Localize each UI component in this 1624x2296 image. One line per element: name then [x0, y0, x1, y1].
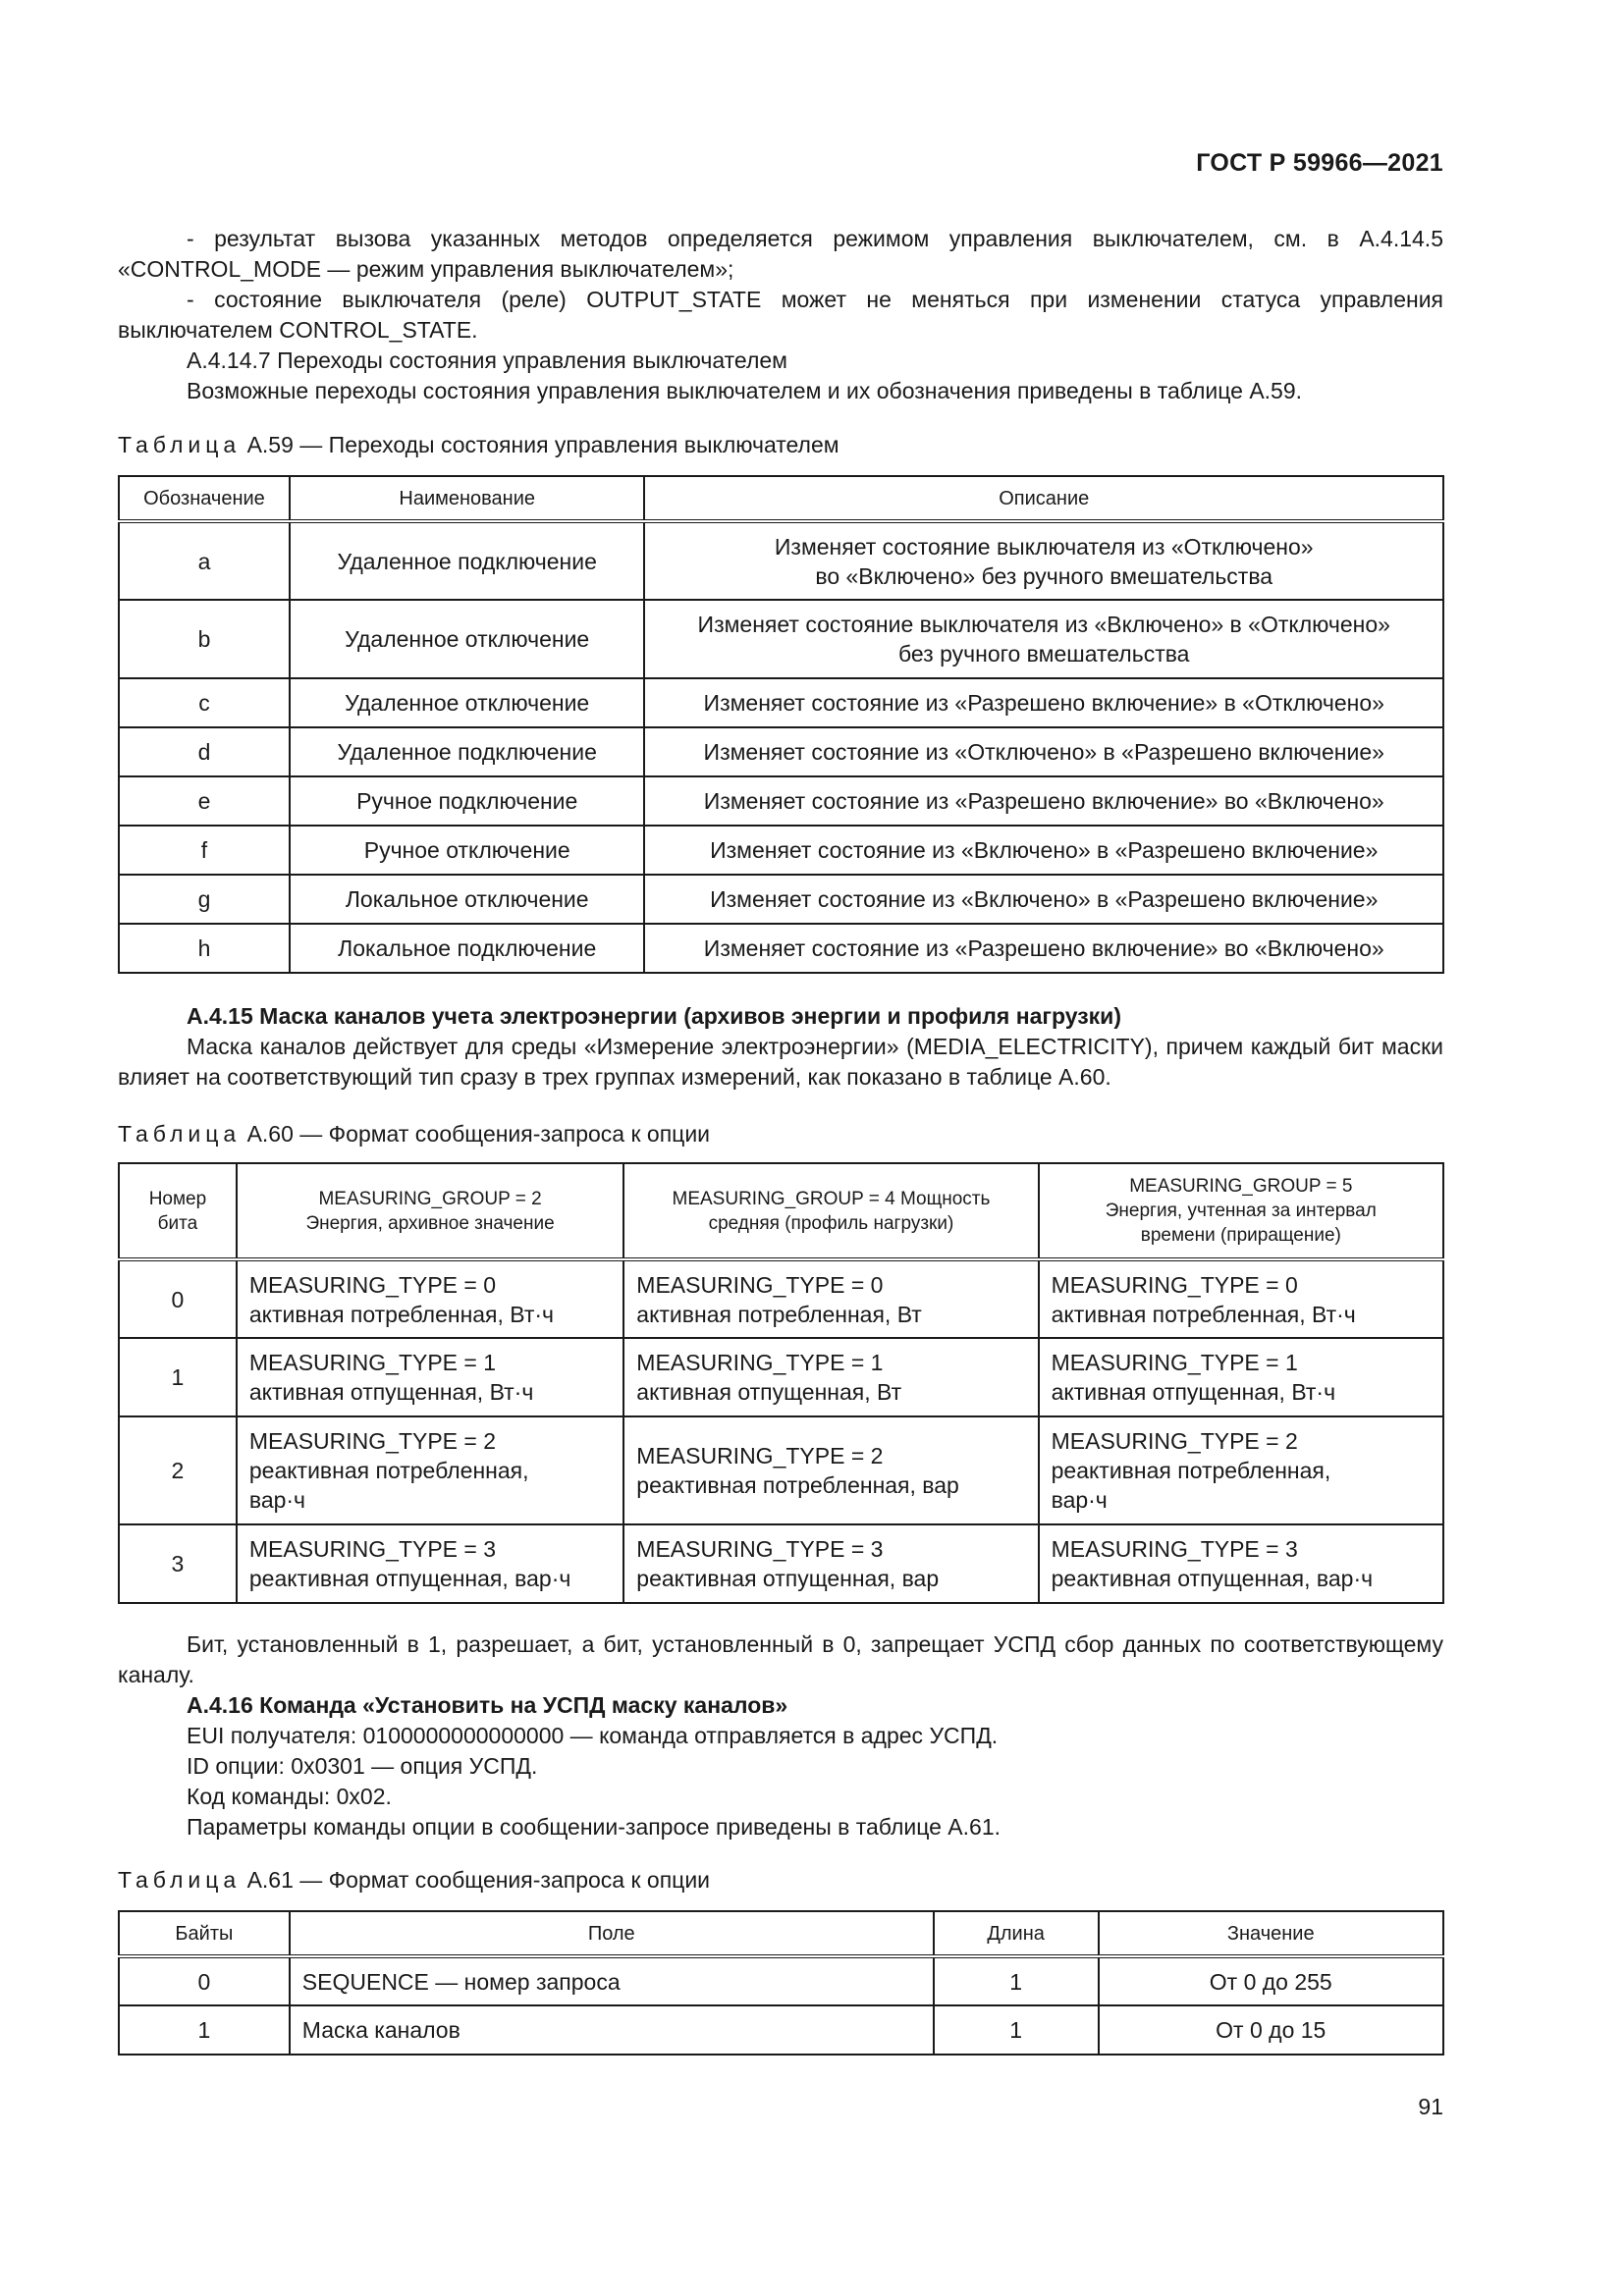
header-line: Номер: [148, 1188, 207, 1209]
cell-group2: [237, 1416, 623, 1524]
table-caption: [118, 1867, 710, 1894]
cell-name: Ручное отключение: [290, 826, 645, 875]
cell-description: [644, 600, 1443, 678]
header-line: Энергия, архивное значение: [305, 1212, 555, 1234]
paragraph: - состояние выключателя (реле) OUTPUT_STATE может не меняться при изменении статуса управления выключателем CONTROL_STATE.: [118, 287, 1443, 343]
caption-text: А.61 — Формат сообщения-запроса к опции: [246, 1867, 711, 1893]
cell-symbol: e: [119, 776, 290, 826]
table-row: [119, 1338, 1443, 1416]
cell-bit: 0: [119, 1259, 237, 1338]
cell-line: MEASURING_TYPE = 1: [1051, 1350, 1298, 1375]
table-row: [119, 1524, 1443, 1603]
table-row: [119, 2005, 1443, 2055]
cell-line: активная потребленная, Вт·ч: [248, 1301, 555, 1327]
cell-line: реактивная потребленная, вар: [636, 1472, 959, 1498]
header-line: MEASURING_GROUP = 2: [318, 1188, 542, 1209]
header-line: времени (приращение): [1140, 1225, 1341, 1246]
column-header: Байты: [119, 1911, 290, 1956]
paragraph: Бит, установленный в 1, разрешает, а бит, установленный в 0, запрещает УСПД сбор данных по соответствующему каналу.: [118, 1631, 1443, 1687]
cell-symbol: f: [119, 826, 290, 875]
column-header: [623, 1163, 1038, 1259]
cell-group2: [237, 1524, 623, 1603]
cell-name: Ручное подключение: [290, 776, 645, 826]
cell-name: Удаленное подключение: [290, 521, 645, 600]
cell-line: реактивная потребленная,: [1051, 1458, 1331, 1483]
document-header: ГОСТ Р 59966—2021: [1196, 149, 1443, 177]
paragraph: Маска каналов действует для среды «Измерение электроэнергии» (MEDIA_ELECTRICITY), причем каждый бит маски влияет на соответствующий тип сразу в трех группах измерений, как показано в таблице А.60.: [118, 1034, 1443, 1090]
page-number: 91: [1418, 2094, 1443, 2119]
header-line: бита: [157, 1212, 198, 1234]
cell-description: Изменяет состояние из «Отключено» в «Разрешено включение»: [644, 727, 1443, 776]
paragraph: - результат вызова указанных методов определяется режимом управления выключателем, см. в А.4.14.5 «CONTROL_MODE — режим управления выключателем»;: [118, 226, 1443, 282]
table-row: [119, 924, 1443, 973]
column-header: [237, 1163, 623, 1259]
cell-line: реактивная отпущенная, вар·ч: [1051, 1566, 1374, 1591]
paragraph: ID опции: 0x0301 — опция УСПД.: [187, 1753, 538, 1779]
table-row: [119, 826, 1443, 875]
cell-symbol: h: [119, 924, 290, 973]
cell-symbol: c: [119, 678, 290, 727]
cell-value: От 0 до 255: [1099, 1956, 1444, 2005]
column-header: Описание: [644, 476, 1443, 521]
cell-line: MEASURING_TYPE = 1: [248, 1350, 497, 1375]
cell-line: активная отпущенная, Вт·ч: [248, 1379, 534, 1405]
table-row: [119, 1956, 1443, 2005]
cell-name: Локальное подключение: [290, 924, 645, 973]
cell-group5: [1039, 1524, 1443, 1603]
caption-label: Таблица: [118, 1121, 242, 1147]
header-line: MEASURING_GROUP = 4 Мощность: [672, 1188, 991, 1209]
column-header: [119, 1163, 237, 1259]
cell-line: активная отпущенная, Вт·ч: [1051, 1379, 1336, 1405]
cell-bit: 3: [119, 1524, 237, 1603]
table-row: [119, 600, 1443, 678]
caption-text: А.60 — Формат сообщения-запроса к опции: [246, 1121, 711, 1147]
table-a61: [118, 1910, 1444, 2056]
cell-line: активная отпущенная, Вт: [636, 1379, 902, 1405]
caption-label: Таблица: [118, 1867, 242, 1893]
table-row: [119, 678, 1443, 727]
paragraph: Возможные переходы состояния управления выключателем и их обозначения приведены в таблице А.59.: [187, 378, 1303, 403]
cell-line: MEASURING_TYPE = 3: [636, 1536, 884, 1562]
cell-byte: 1: [119, 2005, 290, 2055]
cell-line: MEASURING_TYPE = 2: [1051, 1428, 1298, 1454]
cell-description: [644, 521, 1443, 600]
section-heading: А.4.14.7 Переходы состояния управления выключателем: [187, 347, 787, 373]
description-line: во «Включено» без ручного вмешательства: [815, 562, 1273, 589]
column-header: [1039, 1163, 1443, 1259]
cell-bit: 2: [119, 1416, 237, 1524]
cell-line: активная потребленная, Вт·ч: [1051, 1301, 1356, 1327]
table-a60: [118, 1162, 1444, 1604]
cell-symbol: b: [119, 600, 290, 678]
paragraph: Параметры команды опции в сообщении-запросе приведены в таблице А.61.: [187, 1814, 1001, 1840]
cell-line: MEASURING_TYPE = 2: [248, 1428, 497, 1454]
cell-name: Удаленное отключение: [290, 678, 645, 727]
cell-description: Изменяет состояние из «Разрешено включение» во «Включено»: [644, 776, 1443, 826]
description-line: Изменяет состояние выключателя из «Включено» в «Отключено»: [697, 612, 1390, 637]
cell-length: 1: [934, 1956, 1099, 2005]
column-header: Поле: [290, 1911, 934, 1956]
caption-label: Таблица: [118, 432, 242, 457]
table-caption: [118, 432, 839, 458]
cell-group5: [1039, 1338, 1443, 1416]
cell-line: вар·ч: [248, 1487, 306, 1513]
table-row: [119, 727, 1443, 776]
cell-field: SEQUENCE — номер запроса: [290, 1956, 934, 2005]
section-a416: [118, 1629, 1443, 1842]
paragraph: Код команды: 0x02.: [187, 1784, 392, 1809]
cell-group2: [237, 1259, 623, 1338]
cell-symbol: a: [119, 521, 290, 600]
cell-line: MEASURING_TYPE = 3: [248, 1536, 497, 1562]
cell-description: Изменяет состояние из «Разрешено включение» во «Включено»: [644, 924, 1443, 973]
intro-text: [118, 224, 1443, 406]
header-line: MEASURING_GROUP = 5: [1129, 1176, 1353, 1197]
cell-symbol: g: [119, 875, 290, 924]
cell-line: MEASURING_TYPE = 2: [636, 1443, 884, 1468]
column-header: Длина: [934, 1911, 1099, 1956]
cell-line: MEASURING_TYPE = 3: [1051, 1536, 1298, 1562]
section-heading: А.4.16 Команда «Установить на УСПД маску каналов»: [187, 1692, 788, 1718]
cell-byte: 0: [119, 1956, 290, 2005]
cell-line: MEASURING_TYPE = 1: [636, 1350, 884, 1375]
table-a59: [118, 475, 1444, 974]
cell-group5: [1039, 1416, 1443, 1524]
cell-group4: [623, 1338, 1038, 1416]
cell-line: MEASURING_TYPE = 0: [1051, 1271, 1298, 1298]
paragraph: EUI получателя: 0100000000000000 — команда отправляется в адрес УСПД.: [187, 1723, 999, 1748]
cell-name: Удаленное отключение: [290, 600, 645, 678]
cell-description: Изменяет состояние из «Включено» в «Разрешено включение»: [644, 875, 1443, 924]
table-row: [119, 776, 1443, 826]
column-header: Обозначение: [119, 476, 290, 521]
section-heading: А.4.15 Маска каналов учета электроэнергии (архивов энергии и профиля нагрузки): [187, 1003, 1121, 1029]
header-line: средняя (профиль нагрузки): [708, 1212, 954, 1234]
cell-line: реактивная отпущенная, вар: [636, 1566, 940, 1591]
table-caption: [118, 1121, 710, 1148]
description-line: без ручного вмешательства: [897, 641, 1190, 667]
column-header: Значение: [1099, 1911, 1444, 1956]
cell-name: Удаленное подключение: [290, 727, 645, 776]
cell-description: Изменяет состояние из «Разрешено включение» в «Отключено»: [644, 678, 1443, 727]
cell-line: вар·ч: [1051, 1487, 1108, 1513]
cell-group4: [623, 1259, 1038, 1338]
caption-text: А.59 — Переходы состояния управления выключателем: [246, 432, 839, 457]
cell-description: Изменяет состояние из «Включено» в «Разрешено включение»: [644, 826, 1443, 875]
cell-symbol: d: [119, 727, 290, 776]
header-line: Энергия, учтенная за интервал: [1105, 1201, 1377, 1221]
description-line: Изменяет состояние выключателя из «Отключено»: [774, 533, 1314, 560]
table-row: [119, 521, 1443, 600]
cell-length: 1: [934, 2005, 1099, 2055]
cell-line: реактивная отпущенная, вар·ч: [248, 1566, 571, 1591]
cell-group4: [623, 1416, 1038, 1524]
cell-group4: [623, 1524, 1038, 1603]
table-row: [119, 1416, 1443, 1524]
table-row: [119, 1259, 1443, 1338]
cell-name: Локальное отключение: [290, 875, 645, 924]
section-a415: [118, 1001, 1443, 1093]
cell-line: активная потребленная, Вт: [636, 1301, 922, 1327]
cell-value: От 0 до 15: [1099, 2005, 1444, 2055]
cell-line: реактивная потребленная,: [248, 1458, 529, 1483]
table-row: [119, 875, 1443, 924]
cell-line: MEASURING_TYPE = 0: [248, 1271, 497, 1298]
cell-line: MEASURING_TYPE = 0: [636, 1271, 884, 1298]
cell-group5: [1039, 1259, 1443, 1338]
cell-bit: 1: [119, 1338, 237, 1416]
column-header: Наименование: [290, 476, 645, 521]
cell-group2: [237, 1338, 623, 1416]
cell-field: Маска каналов: [290, 2005, 934, 2055]
